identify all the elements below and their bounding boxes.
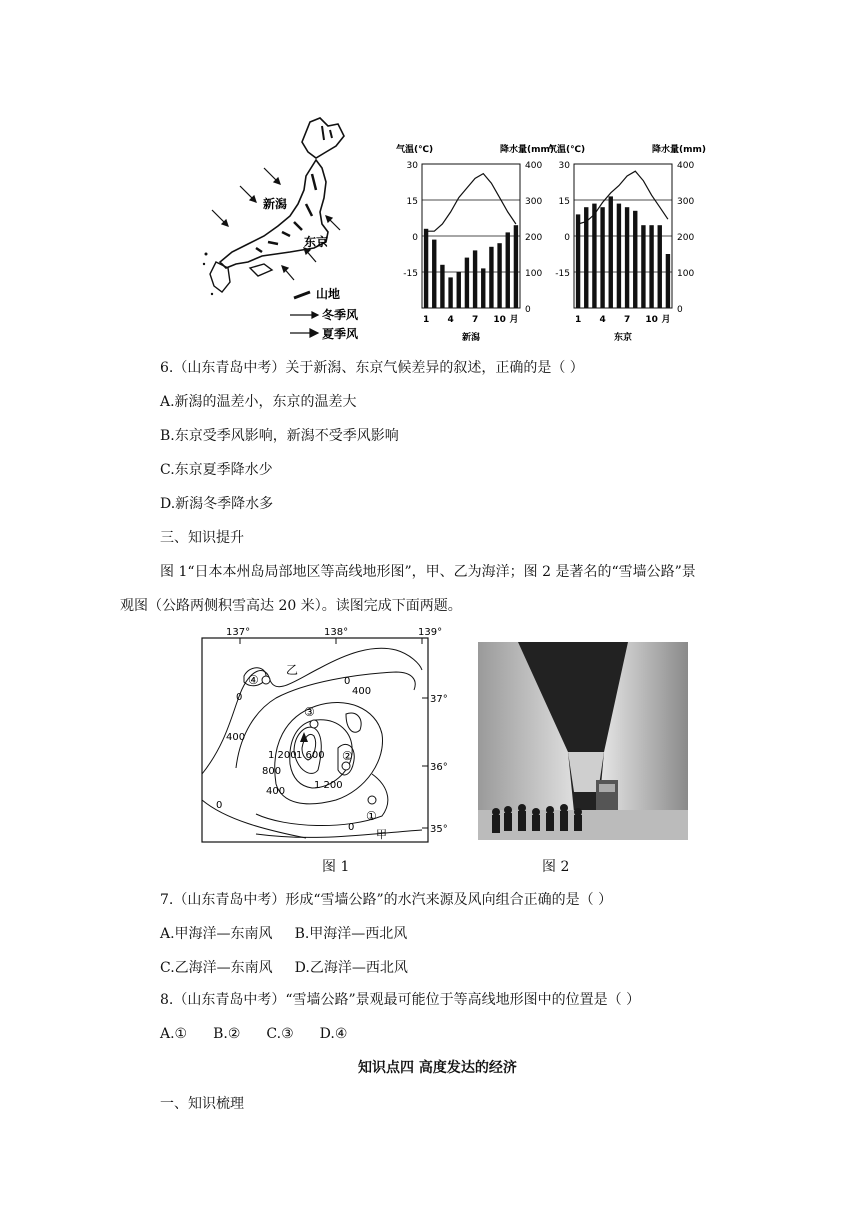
month-tick-label: 1 — [422, 315, 430, 325]
q7-option-c: C.乙海洋—东南风 — [160, 960, 273, 976]
month-tick-label: 7 — [471, 315, 479, 325]
point-4: ④ — [248, 673, 259, 687]
figure-2-caption: 图 2 — [542, 859, 570, 875]
lon-139: 139° — [418, 627, 443, 638]
temp-tick-label: 15 — [406, 197, 418, 207]
precip-bar — [448, 277, 452, 308]
precip-bar — [514, 225, 518, 308]
temp-tick-label: 0 — [412, 233, 418, 243]
month-tick-label: 4 — [599, 315, 606, 325]
precip-bar — [457, 272, 461, 308]
contour-label: 800 — [262, 766, 282, 777]
lat-36: 36° — [430, 762, 448, 773]
chart-city-label: 新潟 — [461, 333, 481, 343]
precip-bar — [592, 204, 596, 308]
figure-1-caption: 图 1 — [322, 859, 350, 875]
month-tick-label: 月 — [661, 315, 671, 325]
precip-bar — [666, 254, 670, 308]
precip-bar — [649, 225, 653, 308]
month-tick-label: 1 — [574, 315, 582, 325]
precip-tick-label: 100 — [525, 269, 543, 279]
section-heading-1: 一、知识梳理 — [160, 1096, 244, 1112]
y-left-axis-label: 气温(℃) — [548, 145, 586, 155]
contour-label: 1 600 — [296, 750, 325, 761]
q7-option-b: B.甲海洋—西北风 — [294, 926, 408, 942]
lat-35: 35° — [430, 824, 448, 835]
legend-mountain: 山地 — [316, 287, 341, 301]
point-1: ① — [366, 809, 377, 823]
precip-tick-label: 0 — [525, 305, 531, 315]
q6-option-b: B.东京受季风影响，新潟不受季风影响 — [160, 428, 399, 444]
q7-options-row1 — [160, 924, 407, 944]
legend-winter-wind: 冬季风 — [322, 308, 359, 322]
section-title-4: 知识点四 高度发达的经济 — [358, 1060, 517, 1076]
precip-bar — [489, 247, 493, 308]
q8-stem: 8.（山东青岛中考）“雪墙公路”景观最可能位于等高线地形图中的位置是（ ） — [160, 992, 641, 1008]
label-tokyo: 东京 — [304, 235, 329, 249]
contour-label: 0 — [216, 800, 223, 811]
y-left-axis-label: 气温(℃) — [396, 145, 434, 155]
q8-options — [160, 1024, 347, 1044]
contour-label: 0 — [344, 676, 351, 687]
japan-map — [198, 112, 393, 344]
q6-option-a: A.新潟的温差小，东京的温差大 — [160, 394, 357, 410]
contour-map — [196, 624, 454, 850]
legend-summer-wind: 夏季风 — [322, 327, 359, 341]
lat-37: 37° — [430, 694, 448, 705]
precip-bar — [473, 250, 477, 308]
q8-option-a: A.① — [160, 1026, 188, 1042]
y-right-axis-label: 降水量(mm) — [652, 145, 706, 155]
precip-bar — [625, 207, 629, 308]
precip-tick-label: 400 — [525, 161, 543, 171]
precip-bar — [617, 204, 621, 308]
sea-yi: 乙 — [286, 663, 299, 677]
temp-tick-label: 30 — [406, 161, 418, 171]
contour-label: 0 — [236, 692, 243, 703]
climate-chart-niigata — [396, 138, 554, 346]
precip-tick-label: 400 — [677, 161, 695, 171]
precip-bar — [432, 240, 436, 308]
intro-line-2: 观图（公路两侧积雪高达 20 米）。读图完成下面两题。 — [120, 598, 462, 614]
snow-wall-road-photo — [478, 642, 688, 840]
precip-bar — [481, 268, 485, 308]
chart-city-label: 东京 — [613, 333, 633, 343]
temp-tick-label: -15 — [403, 269, 418, 279]
point-2: ② — [342, 749, 353, 763]
precip-bar — [576, 214, 580, 308]
month-tick-label: 4 — [447, 315, 454, 325]
month-tick-label: 10 — [493, 315, 506, 325]
sea-jia: 甲 — [376, 828, 387, 841]
precip-bar — [506, 232, 510, 308]
temperature-line — [426, 174, 516, 232]
precip-tick-label: 100 — [677, 269, 695, 279]
temp-tick-label: 30 — [558, 161, 570, 171]
mountain-legend-symbol — [294, 292, 310, 298]
temperature-line — [578, 171, 668, 224]
lon-137: 137° — [226, 627, 251, 638]
precip-bar — [600, 207, 604, 308]
summer-wind-legend-symbol — [290, 329, 318, 337]
intro-line-1: 图 1“日本本州岛局部地区等高线地形图”，甲、乙为海洋；图 2 是著名的“雪墙公路”景 — [160, 564, 696, 580]
precip-bar — [609, 196, 613, 308]
precip-bar — [633, 211, 637, 308]
month-tick-label: 7 — [623, 315, 631, 325]
contour-label: 400 — [226, 732, 246, 743]
temp-tick-label: 15 — [558, 197, 570, 207]
precip-bar — [440, 265, 444, 308]
precip-tick-label: 200 — [677, 233, 695, 243]
precip-tick-label: 200 — [525, 233, 543, 243]
precip-tick-label: 0 — [677, 305, 683, 315]
q6-option-c: C.东京夏季降水少 — [160, 462, 273, 478]
q8-option-b: B.② — [213, 1026, 241, 1042]
precip-tick-label: 300 — [525, 197, 543, 207]
label-niigata: 新潟 — [263, 197, 288, 211]
q7-option-a: A.甲海洋—东南风 — [160, 926, 273, 942]
q7-options-row2 — [160, 958, 408, 978]
contour-label: 1 200 — [314, 780, 343, 791]
q8-option-c: C.③ — [266, 1026, 294, 1042]
q6-option-d: D.新潟冬季降水多 — [160, 496, 274, 512]
q7-stem: 7.（山东青岛中考）形成“雪墙公路”的水汽来源及风向组合正确的是（ ） — [160, 892, 613, 908]
contour-label: 400 — [266, 786, 286, 797]
lon-138: 138° — [324, 627, 349, 638]
point-3: ③ — [304, 705, 315, 719]
contour-label: 400 — [352, 686, 372, 697]
temp-tick-label: 0 — [564, 233, 570, 243]
winter-wind-legend-symbol — [290, 312, 318, 318]
precip-bar — [497, 243, 501, 308]
q7-option-d: D.乙海洋—西北风 — [294, 960, 408, 976]
temp-tick-label: -15 — [555, 269, 570, 279]
y-right-axis-label: 降水量(mm) — [500, 145, 554, 155]
month-tick-label: 月 — [509, 315, 519, 325]
precip-bar — [465, 258, 469, 308]
precip-bar — [424, 229, 428, 308]
section-heading-3: 三、知识提升 — [160, 530, 244, 546]
precip-bar — [658, 225, 662, 308]
contour-label: 1 200 — [268, 750, 297, 761]
month-tick-label: 10 — [645, 315, 658, 325]
contour-label: 0 — [348, 822, 355, 833]
precip-tick-label: 300 — [677, 197, 695, 207]
q8-option-d: D.④ — [319, 1026, 348, 1042]
precip-bar — [641, 225, 645, 308]
q6-stem: 6.（山东青岛中考）关于新潟、东京气候差异的叙述，正确的是（ ） — [160, 360, 584, 376]
climate-chart-tokyo — [548, 138, 706, 346]
